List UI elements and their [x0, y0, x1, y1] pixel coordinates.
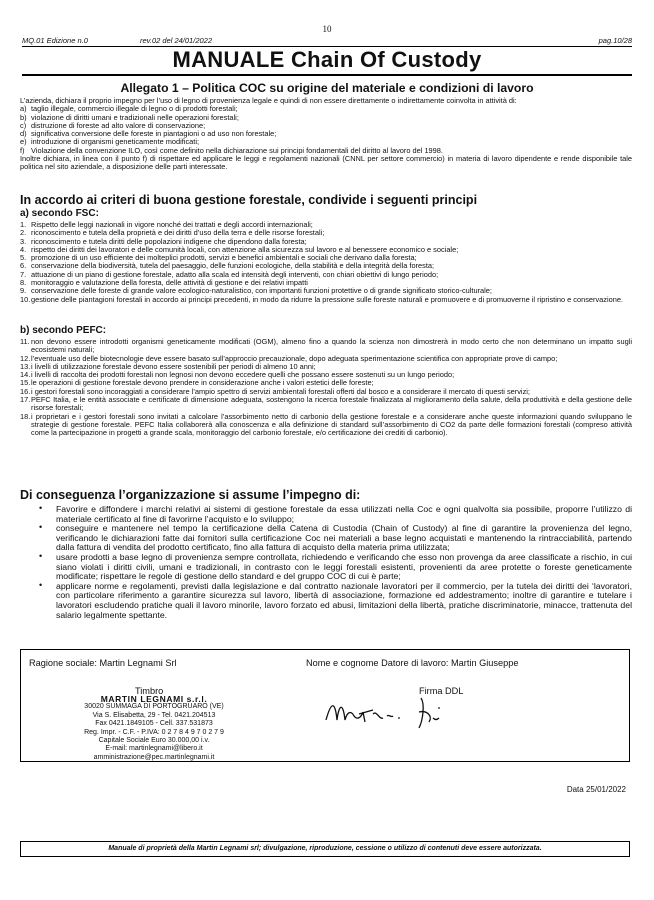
commitment-marker: •: [39, 522, 43, 533]
section-principles-title: In accordo ai criteri di buona gestione forestale, condivide i seguenti principi: [20, 193, 478, 207]
fsc-principle-text: rispetto dei diritti dei lavoratori e delle comunità locali, con attenzione alla sicurezza sul lavoro e al benessere economico e sociale;: [31, 244, 459, 254]
intro-list-text: significativa conversione delle foreste in piantagioni o ad uso non forestale;: [31, 129, 277, 139]
commitment-text: applicare norme e regolamenti, previsti dalla legislazione e dal contratto nazionale lavoratori per il commercio, per la tutela dei diritti dei ‘lavoratori, con particolare riferimento a garantire sicurezza sul lavoro, libertà di associazione, formazione ed addestramento; inoltre di garantire e tutelare i lavoratori escludendo pratiche quali il lavoro minorile, lavoro forzato ed abusi, limitazioni della libertà, pratiche discriminatorie, minacce, trattenuta del salario legalmente spettante.: [56, 580, 632, 620]
stamp-line: 30020 SUMMAGA DI PORTOGRUARO (VE): [84, 703, 224, 711]
fsc-principle-text: riconoscimento e tutela della proprietà e dei diritti d’uso della terra e delle risorse forestali;: [31, 228, 325, 238]
pefc-principle-item: [20, 338, 632, 355]
fsc-principle-text: Rispetto delle leggi nazionali in vigore nonché dei trattati e degli accordi internazionali;: [31, 220, 313, 229]
pefc-principle-text: le operazioni di gestione forestale devono prendere in considerazione anche i valori estetici delle foreste;: [31, 378, 374, 388]
fsc-principle-item: [20, 296, 632, 304]
document-header: [22, 36, 632, 47]
intro-list: [20, 105, 632, 155]
stamp-line: E-mail: martinlegnami@libero.it: [105, 745, 203, 753]
intro-list-marker: a): [20, 104, 27, 114]
pefc-principle-marker: 11.: [20, 337, 30, 346]
fsc-principle-text: riconoscimento e tutela diritti delle popolazioni indigene che dipendono dalla foresta;: [31, 236, 307, 246]
stamp-line: MARTIN LEGNAMI s.r.l.: [100, 694, 208, 704]
company-name: Ragione sociale: Martin Legnami Srl: [29, 658, 177, 668]
fsc-principle-marker: 4.: [20, 244, 27, 254]
commitment-text: conseguire e mantenere nel tempo la certificazione della Catena di Custodia (Chain of Custody) al fine di garantire la provenienza del legno, verificando le dichiarazioni fatte dai fornitori sulla certificazione Coc nei materiali a base legno acquistati e mantenendo la rintracciabilità, partendo dalla fattura di vendita del prodotto certificato, fino alla fattura di acquisto della materia prima utilizzata;: [56, 523, 632, 553]
signature-box: [20, 649, 630, 762]
commitment-marker: •: [39, 579, 43, 590]
intro-list-item: [20, 147, 632, 155]
fsc-principle-marker: 5.: [20, 253, 27, 263]
commitment-text: Favorire e diffondere i marchi relativi ai sistemi di gestione forestale da essa utilizzati nella Coc e ogni qualvolta sia possibile, proporre l’utilizzo di materiale certificato al fine di favorirne l’acquisto e lo sviluppo;: [56, 504, 632, 524]
annex-title: Allegato 1 – Politica COC su origine del materiale e condizioni di lavoro: [120, 81, 534, 95]
pefc-list: [20, 338, 632, 438]
intro-list-text: taglio illegale, commercio illegale di legno o di prodotti forestali;: [31, 104, 238, 114]
commitment-item: [20, 579, 632, 620]
pefc-principle-marker: 17.: [20, 395, 31, 405]
handwritten-signature: [321, 690, 471, 740]
fsc-principle-text: conservazione delle foreste di grande valore ecologico-naturalistico, con importanti funzioni protettive o di grande significato storico-culturale;: [31, 286, 492, 296]
fsc-principle-text: gestione delle piantagioni forestali in accordo ai principi precedenti, in modo da ridurre la pressione sulle foreste naturali e promuovere e di promuoverne il ripristino e conservazione.: [31, 294, 623, 304]
stamp-line: Reg. Impr. - C.F. - P.IVA: 0 2 7 8 4 9 7 0 2 7 9: [84, 728, 224, 736]
pefc-principle-marker: 18.: [20, 411, 31, 421]
intro-block: [20, 97, 632, 172]
pefc-principle-text: i livelli di utilizzazione forestale devono essere sostenibili per periodi di almeno 10 anni;: [31, 361, 316, 371]
commitment-text: usare prodotti a base legno di provenienza sempre controllata, richiedendo e verificando che esso non provenga da aree classificate a rischio, in cui siano violati i diritti civili, umani e tradizionali, in contrasto con le leggi forestali esistenti, provenienti da aree protette o foreste geneticamente modificate; rispettare le regole di gestione dello standard e del gruppo COC di cui è parte;: [56, 551, 632, 582]
intro-list-marker: f): [20, 145, 25, 155]
fsc-principle-text: attuazione di un piano di gestione forestale, adatto alla scala ed intensità degli interventi, con chiari obiettivi di lungo periodo;: [31, 269, 439, 279]
pefc-principle-text: i proprietari e i gestori forestali sono invitati a calcolare l’assorbimento netto di carbonio della gestione forestale e a considerare anche queste informazioni quando sviluppano le strategie di gestione forestale. PEFC Italia collaborerà alla conoscenza e alla definizione di standard sull’assorbimento di CO2 da parte delle formazioni forestali (compreso attività come la partecipazione in progetti a grande scala, monitoraggio del carbonio forestale, e/o certificazione dei crediti di carbonio).: [31, 411, 632, 438]
header-page: pag.10/28: [598, 36, 632, 45]
header-code: MQ.01 Edizione n.0: [22, 36, 88, 45]
pefc-principle-item: [20, 396, 632, 413]
pefc-principle-text: l’eventuale uso delle biotecnologie deve essere basato sull’approccio precauzionale, dopo adeguata sperimentazione scientifica con appropriate prove di campo;: [31, 353, 558, 363]
fsc-principle-marker: 10.: [20, 294, 31, 304]
fsc-principle-marker: 3.: [20, 236, 27, 246]
stamp-line: Via S. Elisabetta, 29 - Tel. 0421.204513: [92, 711, 216, 719]
intro-list-marker: c): [20, 120, 27, 130]
commitment-item: [20, 524, 632, 553]
document-title: MANUALE Chain Of Custody: [22, 47, 632, 76]
intro-list-marker: d): [20, 129, 27, 139]
intro-list-text: violazione di diritti umani e tradizionali nelle operazioni forestali;: [31, 112, 239, 122]
company-stamp: [59, 695, 249, 762]
pefc-principle-marker: 12.: [20, 353, 31, 363]
intro-after-text: Inoltre dichiara, in linea con il punto f) di rispettare ed applicare le leggi e regolamenti nazionali (CNNL per settore commercio) in materia di lavoro dipendente e rende disponibile tale politica nel sito aziendale, a disposizione delle parti interessate.: [20, 154, 632, 172]
pefc-title: b) secondo PEFC:: [20, 325, 107, 336]
fsc-principle-text: conservazione della biodiversità, tutela del paesaggio, delle funzioni ecologiche, della stabilità e della integrità della foresta;: [31, 261, 435, 271]
intro-text: L’azienda, dichiara il proprio impegno per l’uso di legno di provenienza legale e quindi di non essere direttamente o indirettamente coinvolta in attività di:: [20, 96, 517, 105]
commitment-marker: •: [39, 550, 43, 561]
pefc-principle-marker: 16.: [20, 386, 31, 396]
header-revision: rev.02 del 24/01/2022: [140, 36, 213, 45]
fsc-principle-marker: 6.: [20, 261, 27, 271]
page-number: 10: [322, 24, 332, 34]
fsc-principle-marker: 7.: [20, 269, 27, 279]
pefc-principle-text: non devono essere introdotti organismi geneticamente modificati (OGM), almeno fino a quando la scienza non dimostrerà in modo certo che non determinano un impatto sugli ecosistemi naturali;: [31, 337, 632, 355]
pefc-principle-item: [20, 413, 632, 438]
intro-list-text: Violazione della convenzione ILO, così come definito nella dichiarazione sui principi fondamentali del diritto al lavoro del 1998.: [31, 145, 443, 155]
commitment-item: [20, 505, 632, 524]
fsc-principle-text: promozione di un uso efficiente dei molteplici prodotti, servizi e benefici ambientali e sociali che derivano dalla foresta;: [31, 253, 417, 263]
pefc-principle-text: PEFC Italia, e le entità associate e certificate di dimensione adeguata, sostengono la ricerca forestale finalizzata al miglioramento della salute, della produttività e della gestione delle risorse forestali;: [31, 395, 632, 413]
pefc-principle-marker: 15.: [20, 378, 31, 388]
section-commitments-title: Di conseguenza l’organizzazione si assume l’impegno di:: [20, 488, 361, 502]
employer-name: Nome e cognome Datore di lavoro: Martin Giuseppe: [306, 658, 519, 668]
signature-label: Firma DDL: [419, 686, 464, 696]
pefc-principle-text: i gestori forestali sono incoraggiati a considerare l’ampio spettro di servizi ambientali forestali offerti dal bosco e a considerare il mercato di questi servizi;: [31, 386, 530, 396]
commitments-list: [20, 505, 632, 620]
commitment-item: [20, 550, 632, 582]
pefc-principle-marker: 14.: [20, 370, 31, 380]
intro-list-text: distruzione di foreste ad alto valore di conservazione;: [31, 120, 206, 130]
document-date: Data 25/01/2022: [566, 785, 626, 794]
stamp-line: Fax 0421.1849105 - Cell. 337.531873: [95, 720, 213, 728]
footer-notice: Manuale di proprietà della Martin Legnami srl; divulgazione, riproduzione, cessione o utilizzo di contenuti deve essere autorizzata.: [20, 841, 630, 857]
fsc-principle-text: monitoraggio e valutazione della foresta, delle attività di gestione e dei relativi impatti: [31, 278, 308, 288]
stamp-line: amministrazione@pec.martinlegnami.it: [93, 753, 215, 761]
fsc-principle-marker: 9.: [20, 286, 27, 296]
fsc-principle-marker: 8.: [20, 278, 27, 288]
intro-list-marker: e): [20, 137, 27, 147]
pefc-principle-marker: 13.: [20, 361, 31, 371]
fsc-principle-marker: 1.: [20, 220, 27, 229]
commitment-marker: •: [39, 503, 43, 513]
intro-list-marker: b): [20, 112, 27, 122]
stamp-line: Capitale Sociale Euro 30.000,00 i.v.: [98, 737, 210, 745]
pefc-principle-text: i livelli di raccolta dei prodotti forestali non legnosi non devono eccedere quelli che possano essere sostenuti su un lungo periodo;: [31, 370, 455, 380]
stamp-label: Timbro: [135, 686, 164, 696]
intro-list-text: introduzione di organismi geneticamente modificati;: [31, 137, 200, 147]
fsc-list: [20, 221, 632, 304]
fsc-title: a) secondo FSC:: [20, 208, 99, 219]
fsc-principle-marker: 2.: [20, 228, 27, 238]
